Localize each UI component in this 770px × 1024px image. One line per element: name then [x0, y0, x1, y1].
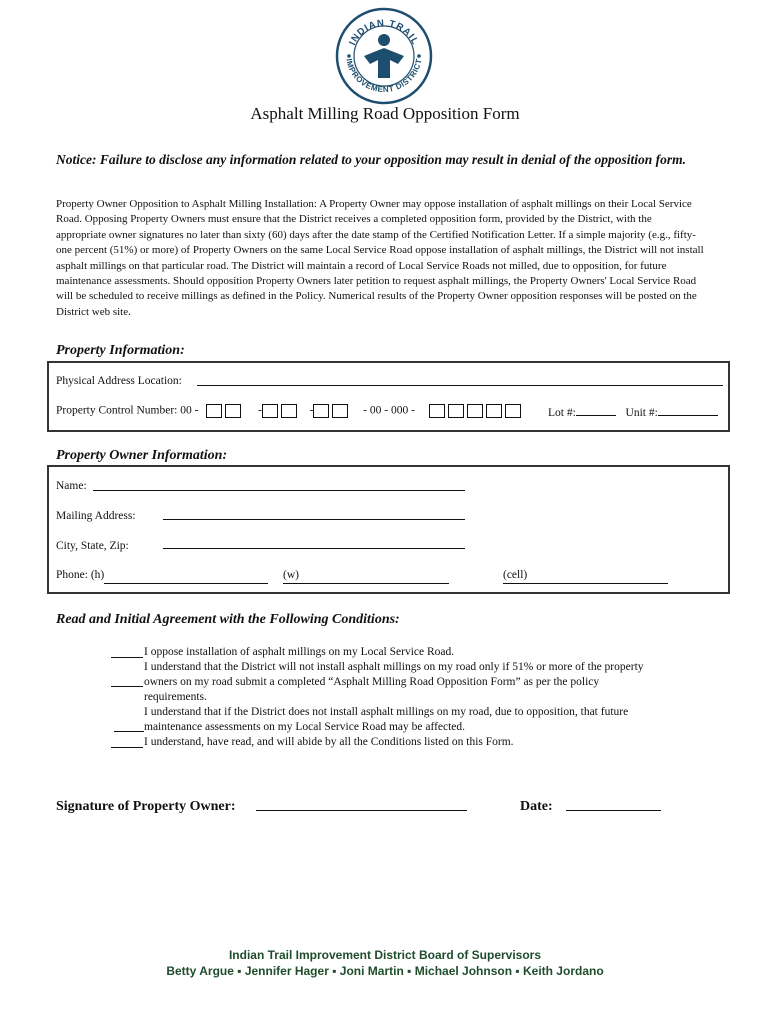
footer-members: Betty Argue ▪ Jennifer Hager ▪ Joni Martin ▪ Michael Johnson ▪ Keith Jordano	[166, 964, 604, 978]
district-logo	[334, 6, 434, 106]
form-title: Asphalt Milling Road Opposition Form	[250, 104, 520, 123]
pcn-middle: - 00 - 000 -	[363, 404, 415, 417]
pcn-label: Property Control Number:	[56, 404, 178, 417]
pcn-box[interactable]	[505, 404, 521, 418]
agreement-heading: Read and Initial Agreement with the Following Conditions:	[56, 612, 400, 627]
signature-field[interactable]	[256, 810, 467, 811]
address-field[interactable]	[197, 385, 723, 386]
condition-2-line-3: requirements.	[144, 691, 207, 703]
footer-board: Indian Trail Improvement District Board of Supervisors	[228, 948, 542, 962]
pcn-box[interactable]	[313, 404, 329, 418]
initial-field-3[interactable]	[114, 731, 144, 732]
unit-field[interactable]	[658, 404, 718, 416]
name-field[interactable]	[93, 490, 465, 491]
logo-text-bottom: IMPROVEMENT DISTRICT	[344, 57, 424, 95]
condition-4: I understand, have read, and will abide by all the Conditions listed on this Form.	[144, 736, 514, 748]
pcn-separator: -	[257, 404, 262, 417]
pcn-box[interactable]	[262, 404, 278, 418]
phone-work-field[interactable]	[283, 583, 449, 584]
pcn-box[interactable]	[486, 404, 502, 418]
mailing-label: Mailing Address:	[56, 510, 136, 522]
mailing-field[interactable]	[163, 519, 465, 520]
initial-field-2[interactable]	[111, 686, 143, 687]
pcn-prefix: 00 -	[180, 404, 199, 417]
name-label: Name:	[56, 480, 87, 492]
date-field[interactable]	[566, 810, 661, 811]
address-label: Physical Address Location:	[56, 375, 182, 387]
logo-figure-icon	[364, 34, 404, 78]
date-label: Date:	[520, 799, 553, 814]
phone-home-field[interactable]	[104, 583, 268, 584]
property-info-heading: Property Information:	[56, 343, 185, 358]
logo-text-top: INDIAN TRAIL	[347, 17, 421, 48]
phone-home-label: Phone: (h)	[56, 569, 105, 581]
condition-2-line-2: owners on my road submit a completed “Asphalt Milling Road Opposition Form” as per the policy	[144, 676, 600, 688]
lot-unit-row	[548, 404, 718, 419]
pcn-box[interactable]	[206, 404, 222, 418]
property-info-box	[47, 361, 730, 432]
initial-field-4[interactable]	[111, 747, 143, 748]
pcn-box[interactable]	[448, 404, 464, 418]
city-label: City, State, Zip:	[56, 540, 129, 552]
pcn-separator: -	[309, 404, 314, 417]
intro-paragraph: Property Owner Opposition to Asphalt Milling Installation: A Property Owner may oppose installation of asphalt millings on their Local Service Road. Opposing Property Owners must ensure that the District receives a completed opposition form, provided by the District, with the appropriate owner signatures no later than sixty (60) days after the date stamp of the Certified Notification Letter. If a simple majority (e.g., fifty-one percent (51%) or more) of Property Owners on the same Local Service Road oppose installation of asphalt millings, the District will not install asphalt millings on that particular road. The District will maintain a record of Local Service Roads not milled, due to opposition, for future maintenance assessments. Should opposition Property Owners later petition to request asphalt millings, the Property Owners' Local Service Road will be scheduled to receive millings as defined in the Policy. Numerical results of the Property Owner opposition responses will be posted on the District web site.	[56, 198, 704, 318]
owner-info-box	[47, 465, 730, 594]
pcn-box[interactable]	[467, 404, 483, 418]
condition-2-line-1: I understand that the District will not install asphalt millings on my road only if 51% or more of the property	[144, 661, 644, 673]
notice-text: Notice: Failure to disclose any information related to your opposition may result in denial of the opposition form.	[56, 152, 687, 167]
city-field[interactable]	[163, 548, 465, 549]
owner-info-heading: Property Owner Information:	[56, 448, 228, 463]
lot-label: Lot #:	[548, 407, 576, 419]
condition-3-line-2: maintenance assessments on my Local Service Road may be affected.	[144, 721, 466, 733]
pcn-box[interactable]	[429, 404, 445, 418]
condition-3-line-1: I understand that if the District does not install asphalt millings on my road, due to opposition, that future	[144, 706, 629, 718]
pcn-row	[56, 404, 524, 418]
condition-1: I oppose installation of asphalt millings on my Local Service Road.	[144, 646, 455, 658]
phone-cell-field[interactable]	[503, 583, 668, 584]
pcn-box[interactable]	[332, 404, 348, 418]
signature-label: Signature of Property Owner:	[56, 799, 236, 814]
pcn-box[interactable]	[225, 404, 241, 418]
unit-label: Unit #:	[625, 407, 658, 419]
pcn-box[interactable]	[281, 404, 297, 418]
initial-field-1[interactable]	[111, 657, 143, 658]
phone-cell-label: (cell)	[503, 569, 528, 581]
lot-field[interactable]	[576, 404, 616, 416]
phone-work-label: (w)	[283, 569, 299, 581]
